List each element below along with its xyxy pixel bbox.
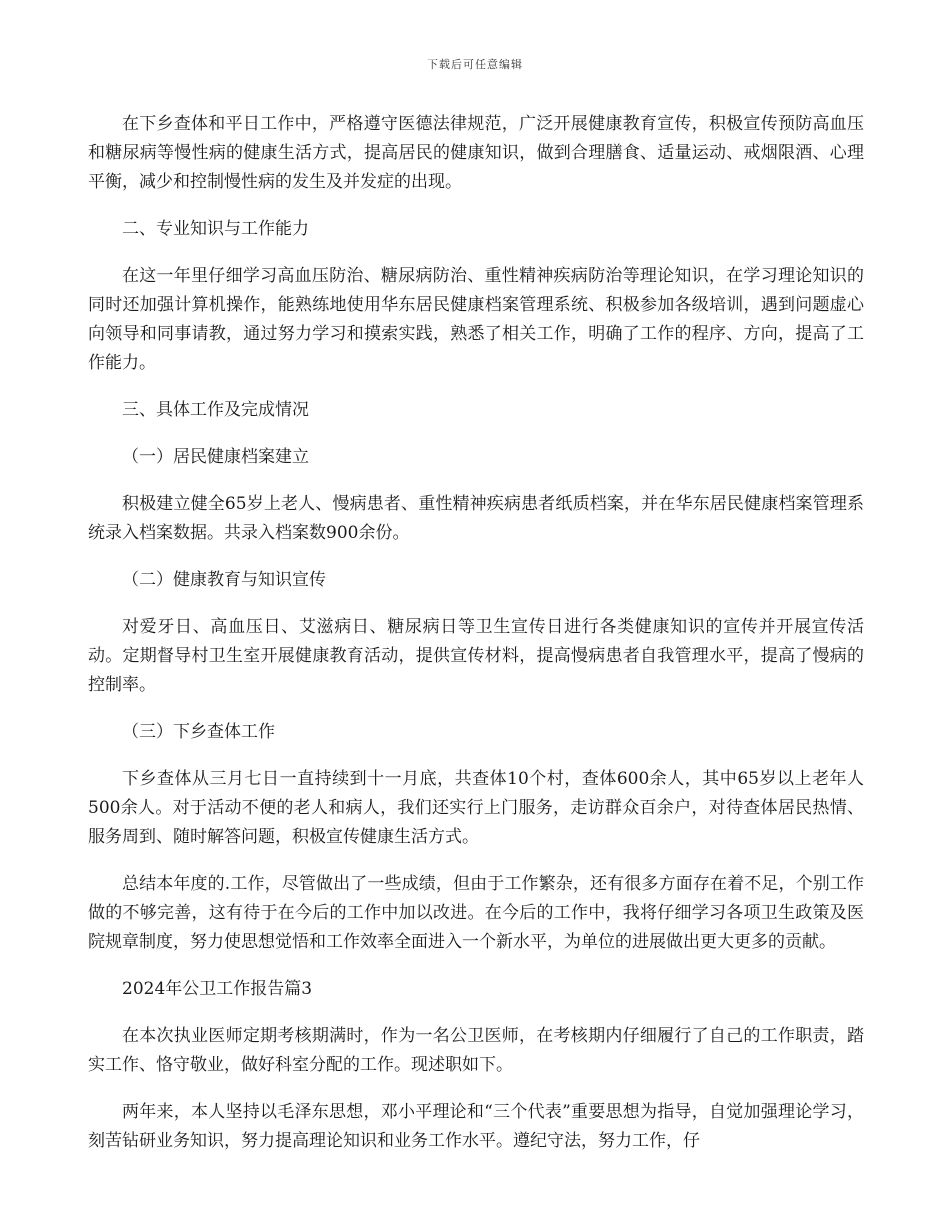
section-heading-professional-knowledge: 二、专业知识与工作能力 [122,219,309,239]
page-header: 下载后可任意编辑 [427,58,523,71]
paragraph-duty-statement: 在本次执业医师定期考核期满时，作为一名公卫医师，在考核期内仔细履行了自己的工作职责，踏实工作、恪守敬业，做好科室分配的工作。现述职如下。 [88,1026,864,1075]
section-heading-report-part-3: 2024年公卫工作报告篇3 [122,979,313,999]
paragraph-study-and-ability: 在这一年里仔细学习高血压防治、糖尿病防治、重性精神疾病防治等理论知识，在学习理论知识的同时还加强计算机操作，能熟练地使用华东居民健康档案管理系统、积极参加各级培训，遇到问题虚心向领导和同事请教，通过努力学习和摸索实践，熟悉了相关工作，明确了工作的程序、方向，提高了工作能力。 [88,266,864,373]
subheading-checkup-work: （三）下乡查体工作 [122,722,275,742]
paragraph-annual-summary: 总结本年度的.工作，尽管做出了一些成绩，但由于工作繁杂，还有很多方面存在着不足，个别工作做的不够完善，这有待于在今后的工作中加以改进。在今后的工作中，我将仔细学习各项卫生政策及医院规章制度，努力使思想觉悟和工作效率全面进入一个新水平，为单位的进展做出更大更多的贡献。 [88,874,864,952]
section-heading-specific-work: 三、具体工作及完成情况 [122,400,309,420]
paragraph-health-promotion: 对爱牙日、高血压日、艾滋病日、糖尿病日等卫生宣传日进行各类健康知识的宣传并开展宣传活动。定期督导村卫生室开展健康教育活动，提供宣传材料，提高慢病患者自我管理水平，提高了慢病的控制率。 [88,617,864,695]
subheading-health-promotion: （二）健康教育与知识宣传 [122,570,326,590]
paragraph-checkup-work: 下乡查体从三月七日一直持续到十一月底，共查体10个村，查体600余人，其中65岁以上老年人500余人。对于活动不便的老人和病人，我们还实行上门服务，走访群众百余户，对待查体居民热情、服务周到、随时解答问题，积极宣传健康生活方式。 [88,769,864,847]
document-body [88,110,864,1174]
subheading-health-records: （一）居民健康档案建立 [122,447,309,467]
paragraph-two-years: 两年来，本人坚持以毛泽东思想，邓小平理论和“三个代表”重要思想为指导，自觉加强理论学习，刻苦钻研业务知识，努力提高理论知识和业务工作水平。遵纪守法，努力工作，仔 [88,1102,864,1151]
paragraph-health-records: 积极建立健全65岁上老人、慢病患者、重性精神疾病患者纸质档案，并在华东居民健康档案管理系统录入档案数据。共录入档案数900余份。 [88,494,864,543]
paragraph-health-education: 在下乡查体和平日工作中，严格遵守医德法律规范，广泛开展健康教育宣传，积极宣传预防高血压和糖尿病等慢性病的健康生活方式，提高居民的健康知识，做到合理膳食、适量运动、戒烟限酒、心理平衡，减少和控制慢性病的发生及并发症的出现。 [88,114,864,192]
